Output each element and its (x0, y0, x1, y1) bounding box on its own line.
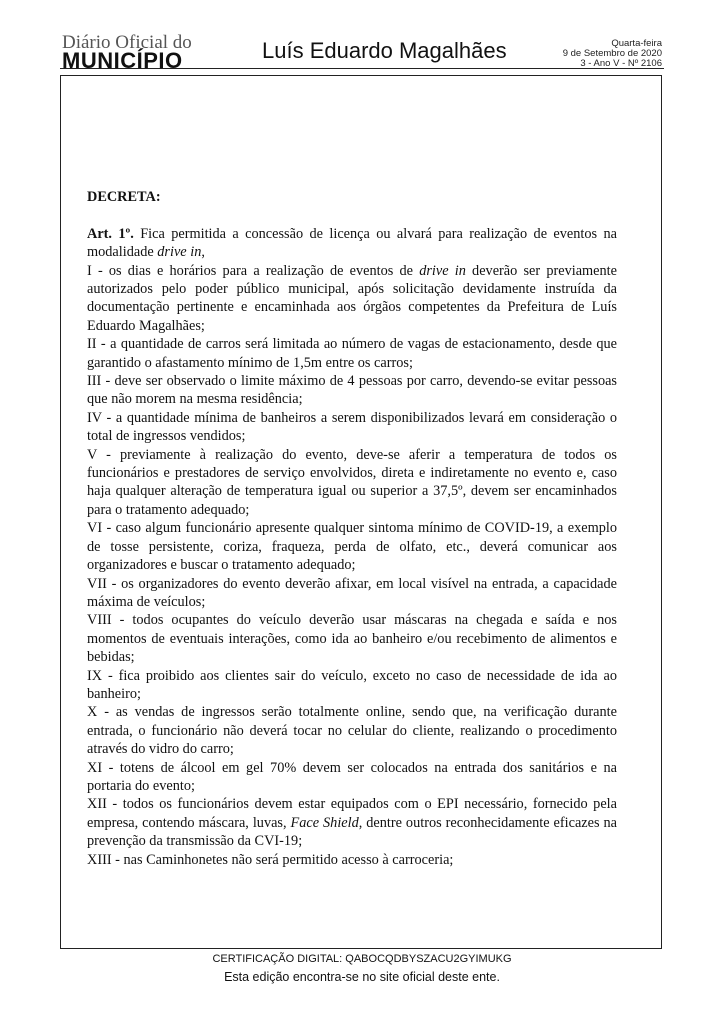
header-divider (60, 68, 664, 69)
weekday: Quarta-feira (611, 38, 662, 49)
digital-certification: CERTIFICAÇÃO DIGITAL: QABOCQDBYSZACU2GYIMUKG (212, 953, 512, 965)
article-text: Fica permitida a concessão de licença ou alvará para realização de eventos na modalidade (87, 225, 617, 261)
article-label: Art. 1º. (87, 225, 134, 242)
item-II: II - a quantidade de carros será limitada ao número de vagas de estacionamento, desde que garantido o afastamento mínimo de 1,5m entre os carros; (87, 336, 617, 371)
item-text-end: deverão ser previamente autorizados pelo poder público municipal, após solicitação devidamente instruída da documentação pertinente e encaminhada aos órgãos competentes da Prefeitura de Luís Eduardo Magalhães; (87, 262, 617, 334)
item-text: XII - todos os funcionários devem estar equipados com o EPI necessário, fornecido pela empresa, contendo máscara, luvas, (87, 796, 617, 831)
item-IV: IV - a quantidade mínima de banheiros a serem disponibilizados levará em consideração o total de ingressos vendidos; (87, 409, 617, 445)
gazette-logo (62, 33, 192, 72)
footer-note: Esta edição encontra-se no site oficial deste ente. (224, 970, 500, 984)
article-1 (87, 225, 617, 262)
item-X: X - as vendas de ingressos serão totalmente online, sendo que, na verificação durante entrada, o funcionário não deverá tocar no celular do cliente, realizando o procedimento através do vidro do carro; (87, 704, 617, 758)
edition-info (563, 39, 662, 69)
article-italic: drive in (157, 244, 202, 261)
article-text-end: , (201, 244, 205, 261)
item-italic: Face Shield (290, 814, 359, 831)
item-V: V - previamente à realização do evento, deve-se aferir a temperatura de todos os funcionários e prestadores de serviço envolvidos, direta e indiretamente no evento e, caso haja qualquer alteração de temperatura igual ou superior a 37,5º, devem ser encaminhados para o tratamento adequado; (87, 446, 617, 518)
decreta-heading: DECRETA: (87, 189, 161, 205)
item-IX: IX - fica proibido aos clientes sair do veículo, exceto no caso de necessidade de ida ao banheiro; (87, 667, 617, 702)
decree-body (87, 188, 617, 869)
municipality-title: Luís Eduardo Magalhães (262, 38, 507, 63)
edition-number: 3 - Ano V - Nº 2106 (580, 58, 662, 69)
item-XI: XI - totens de álcool em gel 70% devem ser colocados na entrada dos sanitários e na portaria do evento; (87, 759, 617, 794)
item-italic: drive in (419, 262, 466, 279)
item-XII (87, 795, 617, 850)
publication-date: 9 de Setembro de 2020 (562, 48, 662, 59)
item-XIII: XIII - nas Caminhonetes não será permitido acesso à carroceria; (87, 851, 454, 868)
item-text: I - os dias e horários para a realização de eventos de (87, 262, 420, 279)
item-VIII: VIII - todos ocupantes do veículo deverão usar máscaras na chegada e saída e nos momentos de eventuais interações, como ida ao banheiro e/ou recebimento de alimentos e bebidas; (87, 612, 617, 666)
logo-bottom-text: MUNICÍPIO (62, 48, 183, 73)
logo-top-text: Diário Oficial do (62, 32, 192, 53)
item-I (87, 262, 617, 336)
item-text-end: , dentre outros reconhecidamente eficazes na prevenção da transmissão da CVI-19; (87, 814, 617, 850)
item-VII: VII - os organizadores do evento deverão afixar, em local visível na entrada, a capacidade máxima de veículos; (87, 575, 617, 610)
item-III: III - deve ser observado o limite máximo de 4 pessoas por carro, devendo-se evitar pessoas que não morem na mesma residência; (87, 373, 617, 408)
item-VI: VI - caso algum funcionário apresente qualquer sintoma mínimo de COVID-19, a exemplo de tosse persistente, coriza, fraqueza, perda de olfato, etc., deverá comunicar aos organizadores e buscar o tratamento adequado; (87, 520, 617, 574)
